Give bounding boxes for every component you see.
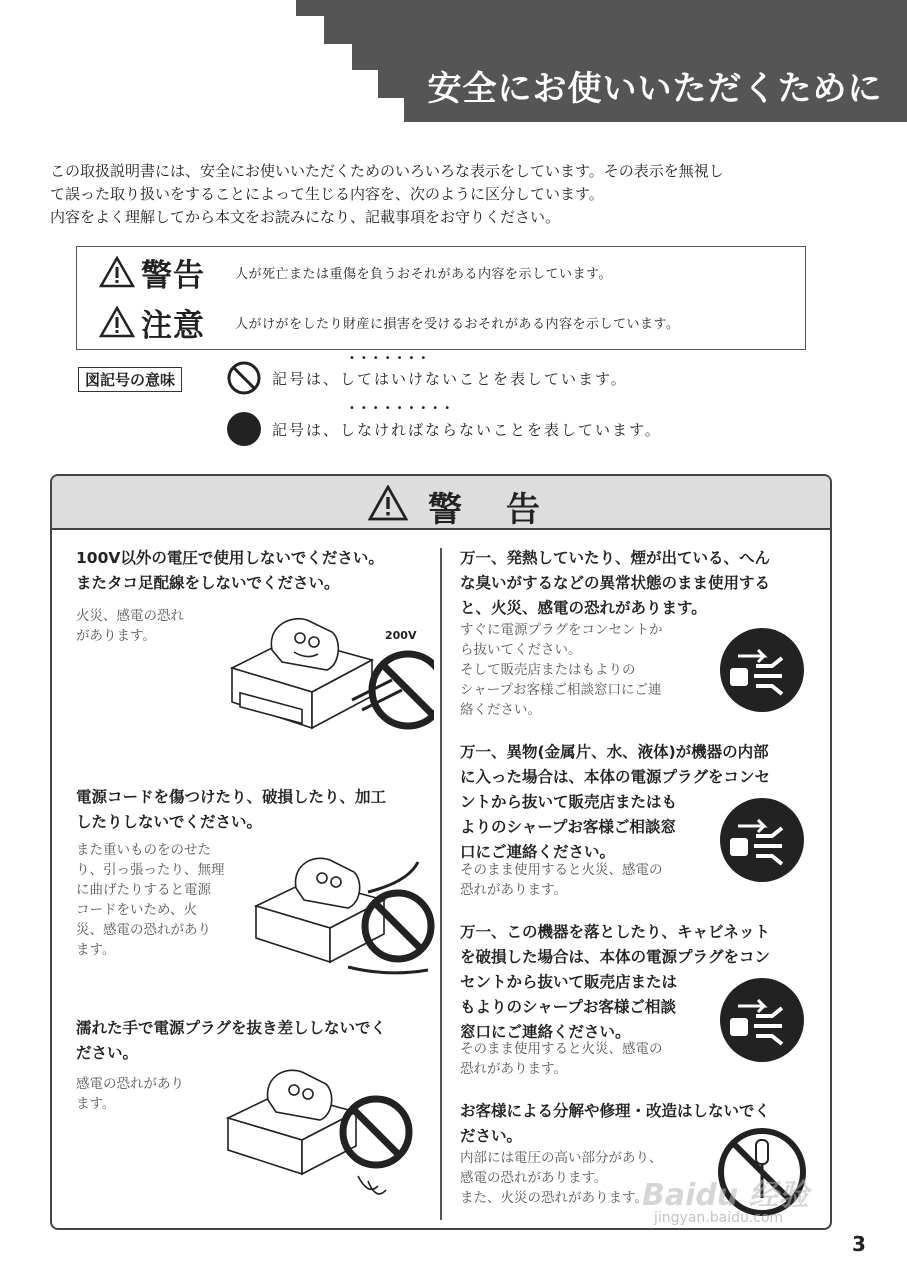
page-title: 安全にお使いいただくために (427, 69, 883, 109)
warning-heading (76, 546, 384, 596)
heading-line: またタコ足配線をしないでください。 (76, 574, 340, 592)
prohibit-symbol-text: 記号は、してはいけないことを表しています。 (272, 369, 628, 388)
heading-line: 万一、異物(金属片、水、液体)が機器の内部 (460, 743, 769, 761)
cash-register-illustration (248, 852, 436, 982)
warning-heading (76, 785, 386, 835)
detail-line: また重いものをのせた (76, 842, 211, 858)
prohibition-icon (226, 360, 262, 396)
heading-line: ださい。 (460, 1127, 523, 1145)
warning-detail (460, 860, 663, 900)
heading-line: 電源コードを傷つけたり、破損したり、加工 (76, 788, 387, 806)
detail-line: また、火災の恐れがあります。 (460, 1190, 648, 1206)
intro-line: この取扱説明書には、安全にお使いいただくためのいろいろな表示をしています。その表示を無視し (50, 162, 724, 180)
legend-caution-row (99, 300, 679, 344)
heading-line: セントから抜いて販売店または (460, 973, 678, 991)
legend-caution-desc: 人がけがをしたり財産に損害を受けるおそれがある内容を示しています。 (235, 316, 680, 332)
mandatory-symbol-text: 記号は、しなければならないことを表しています。 (272, 420, 662, 439)
unplug-icon (718, 796, 806, 884)
detail-line: 感電の恐れがあり (76, 1076, 184, 1092)
detail-line: ます。 (76, 942, 116, 958)
warning-triangle-icon (368, 485, 408, 521)
heading-line: 窓口にご連絡ください。 (460, 1023, 631, 1041)
heading-line: したりしないでください。 (76, 813, 263, 831)
detail-line: 火災、感電の恐れ (76, 608, 184, 624)
legend-warning-row (99, 250, 612, 294)
heading-line: と、火災、感電の恐れがあります。 (460, 599, 707, 617)
column-divider (440, 548, 442, 1220)
legend-caution-word: 注意 (141, 307, 205, 344)
detail-line: 恐れがあります。 (460, 882, 567, 898)
warning-detail (76, 606, 184, 646)
detail-line: シャープお客様ご相談窓口にご連 (460, 682, 662, 698)
legend-warning-desc: 人が死亡または重傷を負うおそれがある内容を示しています。 (235, 266, 612, 282)
heading-line: お客様による分解や修理・改造はしないでく (460, 1102, 771, 1120)
heading-line: よりのシャープお客様ご相談窓 (460, 818, 676, 836)
watermark-url: jingyan.baidu.com (654, 1210, 784, 1226)
cash-register-illustration (222, 610, 434, 750)
unplug-icon (718, 976, 806, 1064)
watermark-logo: Baidu 经验 (642, 1178, 809, 1213)
page-number: 3 (852, 1232, 866, 1256)
emphasis-dots: ••••••• (349, 353, 433, 364)
detail-line: すぐに電源プラグをコンセントか (460, 622, 663, 638)
warning-heading (76, 1016, 386, 1066)
signal-word-legend (76, 246, 806, 350)
detail-line: コードをいため、火 (76, 902, 197, 918)
detail-line: 恐れがあります。 (460, 1061, 567, 1077)
heading-line: 万一、この機器を落としたり、キャビネット (460, 923, 771, 941)
detail-line: 絡ください。 (460, 702, 541, 718)
detail-line: があります。 (76, 628, 156, 644)
warning-panel-header (52, 476, 830, 530)
warning-panel (50, 474, 832, 1230)
heading-line: な臭いがするなどの異常状態のまま使用する (460, 574, 771, 592)
detail-line: 内部には電圧の高い部分があり、 (460, 1150, 663, 1166)
detail-line: そして販売店またはもよりの (460, 662, 636, 678)
heading-line: ントから抜いて販売店またはも (460, 793, 678, 811)
prohibit-symbol-row (226, 360, 628, 396)
mandatory-symbol-row (226, 411, 662, 447)
warning-detail (460, 620, 663, 720)
heading-line: 万一、発熱していたり、煙が出ている、へん (460, 549, 771, 567)
warning-triangle-icon (99, 256, 135, 288)
heading-line: 100V以外の電圧で使用しないでください。 (76, 549, 384, 567)
intro-line: 内容をよく理解してから本文をお読みになり、記載事項をお守りください。 (50, 208, 561, 226)
detail-line: ます。 (76, 1096, 116, 1112)
detail-line: 災、感電の恐れがあり (76, 922, 211, 938)
detail-line: 感電の恐れがあります。 (460, 1170, 608, 1186)
detail-line: り、引っ張ったり、無理 (76, 862, 225, 878)
warning-detail (76, 840, 225, 960)
heading-line: を破損した場合は、本体の電源プラグをコン (460, 948, 771, 966)
warning-heading (460, 546, 770, 621)
legend-warning-word: 警告 (141, 257, 205, 294)
heading-line: もよりのシャープお客様ご相談 (460, 998, 676, 1016)
cash-register-illustration (218, 1066, 428, 1206)
warning-triangle-icon (99, 306, 135, 338)
detail-line: そのまま使用すると火災、感電の (460, 862, 663, 878)
mandatory-circle-icon (226, 411, 262, 447)
detail-line: そのまま使用すると火災、感電の (460, 1041, 663, 1057)
detail-line: に曲げたりすると電源 (76, 882, 211, 898)
unplug-icon (718, 626, 806, 714)
emphasis-dots: ••••••••• (349, 403, 457, 414)
intro-text (50, 160, 850, 229)
voltage-label: 200V (385, 629, 417, 642)
warning-detail (460, 1039, 663, 1079)
intro-line: て誤った取り扱いをすることによって生じる内容を、次のように区分しています。 (50, 185, 604, 203)
heading-line: 口にご連絡ください。 (460, 843, 616, 861)
warning-panel-title: 警 告 (428, 490, 556, 530)
detail-line: ら抜いてください。 (460, 642, 582, 658)
heading-line: 濡れた手で電源プラグを抜き差ししないでく (76, 1019, 387, 1037)
warning-detail (460, 1148, 663, 1208)
heading-line: ださい。 (76, 1044, 139, 1062)
symbol-meaning-label: 図記号の意味 (78, 367, 182, 392)
warning-detail (76, 1074, 184, 1114)
heading-line: に入った場合は、本体の電源プラグをコンセ (460, 768, 771, 786)
